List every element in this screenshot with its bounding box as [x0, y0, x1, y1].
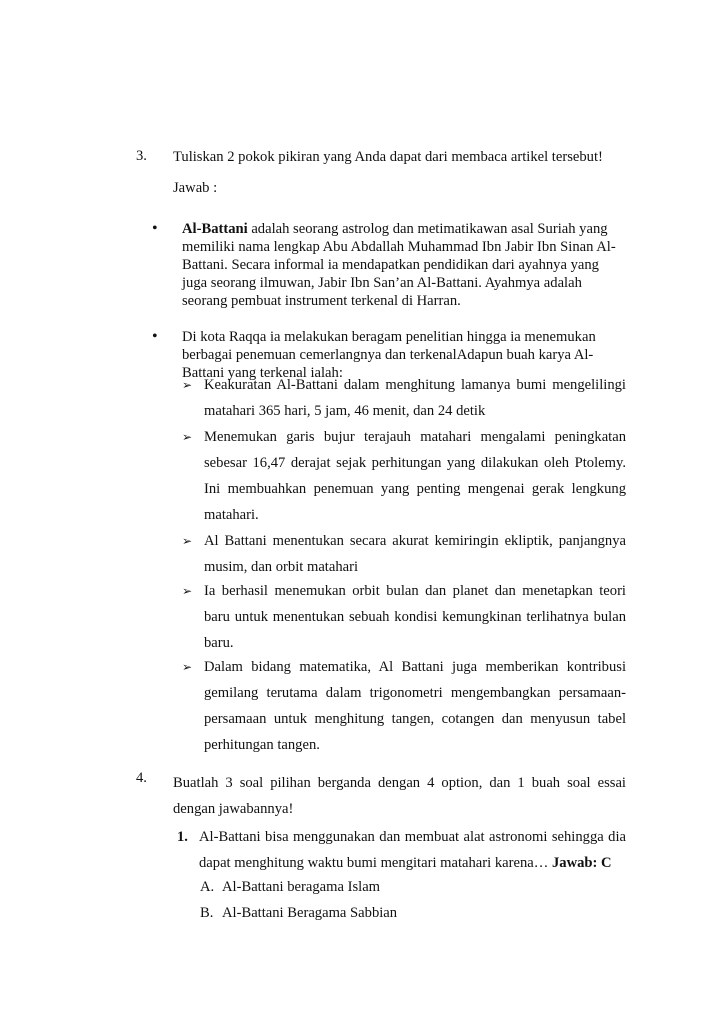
jawab-label: Jawab : [173, 180, 218, 196]
arrow-bullet-icon: ➢ [182, 378, 193, 392]
arrow-bullet-icon: ➢ [182, 430, 193, 444]
bullet-icon: • [152, 328, 158, 345]
bullet-body: adalah seorang astrolog dan metimatikawan asal Suriah yang memiliki nama lengkap Abu Abdallah Muhammad Ibn Jabir Ibn Sinan Al-Battani. Secara informal ia mendapatkan pendidikan dari ayahnya yang juga seorang ilmuwan, Jabir Ibn San’an Al-Battani. Ayahmya adalah seorang pembuat instrument terkenal di Harran. [182, 221, 616, 309]
sub-item-text: Dalam bidang matematika, Al Battani juga memberikan kontribusi gemilang terutama dalam trigonometri mengembangkan persamaan-persamaan untuk menghitung tangen, cotangen dan menyusun tabel perhitungan tangen. [204, 659, 626, 753]
sub-item-text: Menemukan garis bujur terajauh matahari mengalami peningkatan sebesar 16,47 derajat sejak perhitungan yang dilakukan oleh Ptolemy. Ini membuahkan penemuan yang penting mengenai gerak lengkung matahari. [204, 429, 626, 523]
bold-term: Al-Battani [182, 221, 248, 237]
mc-option [200, 874, 380, 900]
option-text: Al-Battani Beragama Sabbian [222, 905, 398, 921]
arrow-bullet-icon: ➢ [182, 584, 193, 598]
question-3-text: Tuliskan 2 pokok pikiran yang Anda dapat dari membaca artikel tersebut! [173, 149, 603, 165]
mc-question-number: 1. [177, 829, 188, 845]
mc-option [200, 900, 397, 926]
mc-answer: Jawab: C [552, 855, 612, 871]
bullet-icon: • [152, 220, 158, 237]
option-text: Al-Battani beragama Islam [222, 879, 381, 895]
option-label: B. [200, 905, 214, 921]
option-label: A. [200, 879, 215, 895]
arrow-bullet-icon: ➢ [182, 534, 193, 548]
arrow-bullet-icon: ➢ [182, 660, 193, 674]
sub-item-text: Ia berhasil menemukan orbit bulan dan planet dan menetapkan teori baru untuk menentukan sebuah kondisi kemungkinan terlihatnya bulan baru. [204, 583, 626, 651]
question-number: 4. [136, 770, 147, 786]
question-4-text: Buatlah 3 soal pilihan berganda dengan 4 option, dan 1 buah soal essai dengan jawabannya! [173, 775, 626, 817]
mc-question-text [199, 824, 626, 876]
sub-item-text: Al Battani menentukan secara akurat kemiringin ekliptik, panjangnya musim, dan orbit matahari [204, 533, 626, 575]
bullet-body: Di kota Raqqa ia melakukan beragam penelitian hingga ia menemukan berbagai penemuan cemerlangnya dan terkenalAdapun buah karya Al-Battani yang terkenal ialah: [182, 329, 596, 381]
mc-question-body: Al-Battani bisa menggunakan dan membuat alat astronomi sehingga dia dapat menghitung waktu bumi mengitari matahari karena… [199, 829, 626, 871]
bullet-text [182, 220, 626, 310]
sub-item-text: Keakuratan Al-Battani dalam menghitung lamanya bumi mengelilingi matahari 365 hari, 5 jam, 46 menit, dan 24 detik [204, 377, 626, 419]
question-number: 3. [136, 148, 147, 164]
